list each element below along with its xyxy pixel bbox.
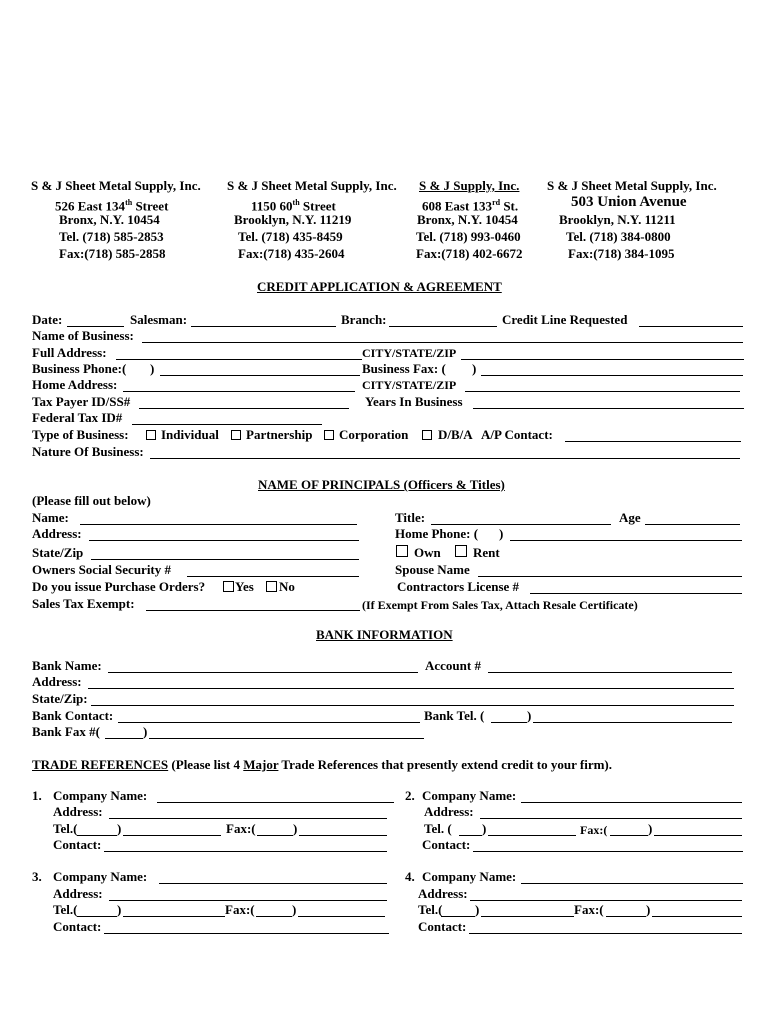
- own-label: Own: [414, 545, 441, 560]
- trade-title: TRADE REFERENCES: [32, 757, 169, 772]
- branch-1-city: Bronx, N.Y. 10454: [59, 212, 160, 227]
- ref-3-tel-area-field[interactable]: [77, 916, 117, 917]
- ref-3-company-label: Company Name:: [53, 869, 148, 884]
- bank-state-zip-label: State/Zip:: [32, 691, 88, 706]
- ref-2-fax-field[interactable]: [654, 835, 742, 836]
- ref-1-tel-paren: ): [117, 821, 122, 836]
- sales-tax-field[interactable]: [146, 610, 360, 611]
- branch-3-name: S & J Supply, Inc.: [419, 178, 520, 193]
- bank-contact-field[interactable]: [118, 722, 420, 723]
- branch-label: Branch:: [341, 312, 387, 327]
- ref-1-tel-label: Tel.(: [53, 821, 78, 836]
- branch-2-address: 1150 60th Street: [251, 198, 336, 214]
- home-address-field[interactable]: [123, 391, 355, 392]
- salesman-field[interactable]: [191, 326, 336, 327]
- branch-1-fax: Fax:(718) 585-2858: [59, 246, 166, 261]
- partnership-label: Partnership: [246, 427, 313, 442]
- bank-tel-label: Bank Tel. (: [424, 708, 485, 723]
- principal-age-label: Age: [619, 510, 641, 525]
- bank-contact-label: Bank Contact:: [32, 708, 114, 723]
- individual-label: Individual: [161, 427, 219, 442]
- home-phone-paren: ): [499, 526, 504, 541]
- ap-contact-field[interactable]: [565, 441, 741, 442]
- years-in-business-label: Years In Business: [365, 394, 463, 409]
- ref-2-tel-area-field[interactable]: [459, 835, 482, 836]
- type-of-business-label: Type of Business:: [32, 427, 129, 442]
- principal-title-field[interactable]: [431, 524, 611, 525]
- bank-address-label: Address:: [32, 674, 82, 689]
- po-yes-label: Yes: [235, 579, 254, 594]
- bank-fax-label: Bank Fax #(: [32, 724, 100, 739]
- owners-ss-label: Owners Social Security #: [32, 562, 172, 577]
- ref-1-contact-field[interactable]: [104, 851, 387, 852]
- ref-2-company-label: Company Name:: [422, 788, 517, 803]
- ref-2-contact-label: Contact:: [422, 837, 471, 852]
- ref-1-company-label: Company Name:: [53, 788, 148, 803]
- account-field[interactable]: [488, 672, 732, 673]
- home-city-state-zip-field[interactable]: [465, 391, 740, 392]
- dba-label: D/B/A: [438, 427, 473, 442]
- ref-4-tel-area-field[interactable]: [441, 916, 475, 917]
- ref-1-fax-label: Fax:(: [226, 821, 256, 836]
- branch-4-name: S & J Sheet Metal Supply, Inc.: [547, 178, 717, 193]
- date-label: Date:: [32, 312, 63, 327]
- ref-1-contact-label: Contact:: [53, 837, 102, 852]
- branch-field[interactable]: [389, 326, 497, 327]
- nature-field[interactable]: [150, 458, 740, 459]
- ref-1-fax-field[interactable]: [299, 835, 387, 836]
- ref-2-company-field[interactable]: [521, 802, 742, 803]
- bank-fax-area-field[interactable]: [105, 738, 143, 739]
- principal-name-label: Name:: [32, 510, 69, 525]
- ref-3-fax-paren: ): [292, 902, 297, 917]
- trade-instructions: TRADE REFERENCES (Please list 4 Major Trade References that presently extend credit to your firm).: [32, 757, 613, 772]
- ref-1-tel-field[interactable]: [123, 835, 221, 836]
- contractors-field[interactable]: [530, 593, 742, 594]
- ref-2-contact-field[interactable]: [473, 851, 743, 852]
- ref-3-contact-label: Contact:: [53, 919, 102, 934]
- branch-1-tel: Tel. (718) 585-2853: [59, 229, 164, 244]
- ref-1-tel-area-field[interactable]: [77, 835, 117, 836]
- form-title: CREDIT APPLICATION & AGREEMENT: [257, 279, 502, 294]
- rent-checkbox[interactable]: [455, 545, 467, 557]
- purchase-orders-label: Do you issue Purchase Orders?: [32, 579, 206, 594]
- date-field[interactable]: [67, 326, 124, 327]
- po-no-label: No: [279, 579, 295, 594]
- bank-title: BANK INFORMATION: [316, 627, 453, 642]
- principal-address-label: Address:: [32, 526, 82, 541]
- branch-1-address: 526 East 134th Street: [55, 198, 169, 214]
- tax-payer-field[interactable]: [139, 408, 349, 409]
- principal-age-field[interactable]: [645, 524, 740, 525]
- federal-tax-field[interactable]: [132, 424, 322, 425]
- ref-3-fax-field[interactable]: [298, 916, 385, 917]
- ap-contact-label: A/P Contact:: [481, 427, 553, 442]
- principal-state-zip-field[interactable]: [91, 559, 359, 560]
- sales-tax-label: Sales Tax Exempt:: [32, 596, 135, 611]
- contractors-label: Contractors License #: [397, 579, 520, 594]
- principal-state-zip-label: State/Zip: [32, 545, 84, 560]
- branch-4-city: Brooklyn, N.Y. 11211: [559, 212, 676, 227]
- ref-1-number: 1.: [32, 788, 42, 803]
- ref-4-fax-paren: ): [646, 902, 651, 917]
- ref-2-address-field[interactable]: [480, 818, 742, 819]
- ref-1-fax-area-field[interactable]: [257, 835, 293, 836]
- principal-address-field[interactable]: [89, 540, 359, 541]
- principals-title: NAME OF PRINCIPALS (Officers & Titles): [258, 477, 505, 492]
- exempt-note: (If Exempt From Sales Tax, Attach Resale Certificate): [362, 598, 638, 612]
- ref-2-fax-paren: ): [648, 821, 653, 836]
- branch-3-city: Bronx, N.Y. 10454: [417, 212, 518, 227]
- bank-state-zip-field[interactable]: [91, 705, 734, 706]
- ref-3-company-field[interactable]: [159, 883, 387, 884]
- ref-1-address-field[interactable]: [109, 818, 387, 819]
- branch-2-name: S & J Sheet Metal Supply, Inc.: [227, 178, 397, 193]
- ref-3-fax-area-field[interactable]: [256, 916, 292, 917]
- ref-3-tel-label: Tel.(: [53, 902, 78, 917]
- ref-4-contact-label: Contact:: [418, 919, 467, 934]
- branch-3-address: 608 East 133rd St.: [422, 198, 519, 214]
- ref-1-fax-paren: ): [293, 821, 298, 836]
- ref-4-contact-field[interactable]: [469, 933, 742, 934]
- nature-label: Nature Of Business:: [32, 444, 144, 459]
- business-phone-paren: ): [150, 361, 155, 376]
- ref-2-fax-label: Fax:(: [580, 823, 608, 837]
- ref-2-tel-paren: ): [482, 821, 487, 836]
- ref-2-tel-label: Tel. (: [424, 821, 452, 836]
- ref-3-tel-paren: ): [117, 902, 122, 917]
- home-address-label: Home Address:: [32, 377, 118, 392]
- bank-tel-paren: ): [527, 708, 532, 723]
- ref-4-tel-paren: ): [475, 902, 480, 917]
- full-address-field[interactable]: [116, 359, 362, 360]
- bank-name-label: Bank Name:: [32, 658, 102, 673]
- years-in-business-field[interactable]: [473, 408, 744, 409]
- branch-2-tel: Tel. (718) 435-8459: [238, 229, 343, 244]
- bank-name-field[interactable]: [108, 672, 418, 673]
- branch-3-tel: Tel. (718) 993-0460: [416, 229, 521, 244]
- business-name-label: Name of Business:: [32, 328, 134, 343]
- ref-4-address-label: Address:: [418, 886, 468, 901]
- po-no-checkbox[interactable]: [266, 581, 277, 592]
- own-checkbox[interactable]: [396, 545, 408, 557]
- home-city-state-zip-label: CITY/STATE/ZIP: [362, 378, 457, 392]
- ref-3-contact-field[interactable]: [104, 933, 389, 934]
- principal-name-field[interactable]: [80, 524, 357, 525]
- ref-4-number: 4.: [405, 869, 415, 884]
- salesman-label: Salesman:: [130, 312, 188, 327]
- dba-checkbox[interactable]: [422, 430, 432, 440]
- branch-4-address: 503 Union Avenue: [571, 194, 687, 210]
- rent-label: Rent: [473, 545, 500, 560]
- branch-4-tel: Tel. (718) 384-0800: [566, 229, 671, 244]
- bank-address-field[interactable]: [88, 688, 734, 689]
- home-phone-field[interactable]: [510, 540, 742, 541]
- ref-3-number: 3.: [32, 869, 42, 884]
- ref-3-fax-label: Fax:(: [225, 902, 255, 917]
- credit-line-label: Credit Line Requested: [502, 312, 628, 327]
- partnership-checkbox[interactable]: [231, 430, 241, 440]
- ref-4-company-label: Company Name:: [422, 869, 517, 884]
- bank-tel-field[interactable]: [533, 722, 732, 723]
- branch-2-city: Brooklyn, N.Y. 11219: [234, 212, 352, 227]
- ref-4-tel-field[interactable]: [481, 916, 574, 917]
- branch-4-fax: Fax:(718) 384-1095: [568, 246, 675, 261]
- ref-3-tel-field[interactable]: [123, 916, 225, 917]
- full-address-label: Full Address:: [32, 345, 107, 360]
- ref-1-address-label: Address:: [53, 804, 103, 819]
- ref-4-fax-label: Fax:(: [574, 902, 604, 917]
- bank-tel-area-field[interactable]: [491, 722, 527, 723]
- business-fax-field[interactable]: [481, 375, 743, 376]
- federal-tax-label: Federal Tax ID#: [32, 410, 123, 425]
- principals-fill-note: (Please fill out below): [32, 493, 151, 508]
- corporation-checkbox[interactable]: [324, 430, 334, 440]
- credit-line-field[interactable]: [639, 326, 743, 327]
- ref-1-company-field[interactable]: [157, 802, 394, 803]
- ref-3-address-field[interactable]: [109, 900, 387, 901]
- branch-1-name: S & J Sheet Metal Supply, Inc.: [31, 178, 201, 193]
- branch-2-fax: Fax:(718) 435-2604: [238, 246, 345, 261]
- owners-ss-field[interactable]: [187, 576, 359, 577]
- ref-2-number: 2.: [405, 788, 415, 803]
- business-phone-field[interactable]: [160, 375, 360, 376]
- bank-fax-field[interactable]: [149, 738, 424, 739]
- ref-4-company-field[interactable]: [521, 883, 743, 884]
- branch-3-fax: Fax:(718) 402-6672: [416, 246, 523, 261]
- ref-3-address-label: Address:: [53, 886, 103, 901]
- bank-fax-paren: ): [143, 724, 148, 739]
- spouse-label: Spouse Name: [395, 562, 470, 577]
- individual-checkbox[interactable]: [146, 430, 156, 440]
- ref-4-address-field[interactable]: [470, 900, 742, 901]
- ref-2-address-label: Address:: [424, 804, 474, 819]
- home-phone-label: Home Phone: (: [395, 526, 479, 541]
- ref-4-fax-area-field[interactable]: [606, 916, 646, 917]
- corporation-label: Corporation: [339, 427, 409, 442]
- account-label: Account #: [425, 658, 481, 673]
- business-phone-label: Business Phone:(: [32, 361, 127, 376]
- business-fax-paren: ): [472, 361, 477, 376]
- ref-2-tel-field[interactable]: [488, 835, 576, 836]
- tax-payer-label: Tax Payer ID/SS#: [32, 394, 131, 409]
- po-yes-checkbox[interactable]: [223, 581, 234, 592]
- spouse-field[interactable]: [478, 576, 742, 577]
- business-name-field[interactable]: [142, 342, 743, 343]
- business-city-state-zip-label: CITY/STATE/ZIP: [362, 346, 457, 360]
- ref-4-fax-field[interactable]: [652, 916, 742, 917]
- business-fax-label: Business Fax: (: [362, 361, 446, 376]
- ref-4-tel-label: Tel.(: [418, 902, 443, 917]
- principal-title-label: Title:: [395, 510, 426, 525]
- ref-2-fax-area-field[interactable]: [610, 835, 648, 836]
- business-city-state-zip-field[interactable]: [461, 359, 744, 360]
